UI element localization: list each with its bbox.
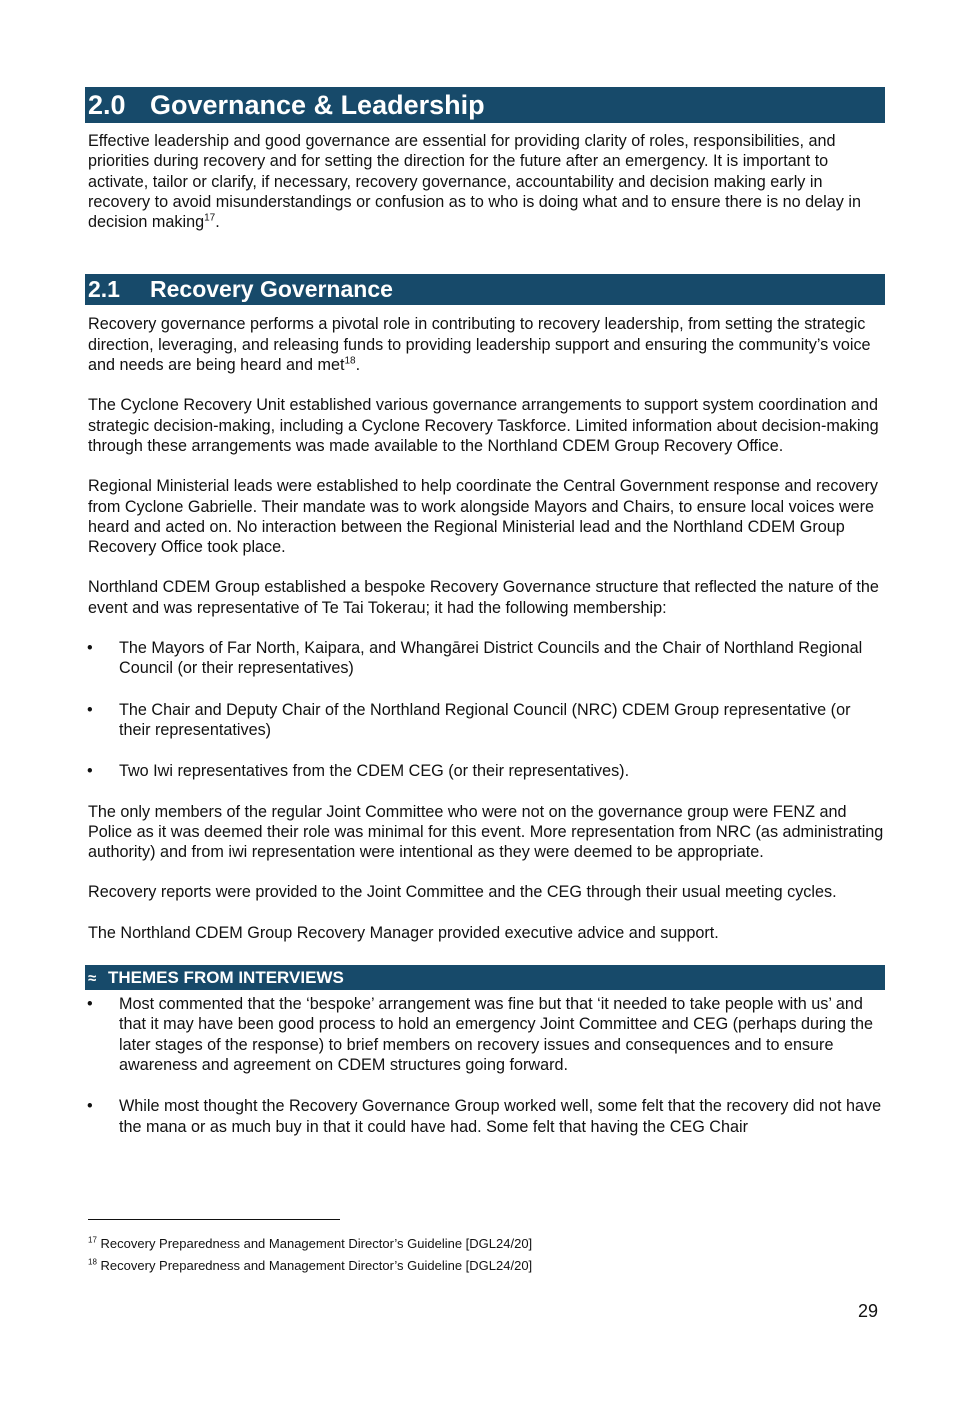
page-body [85, 87, 885, 1137]
paragraph-recovery-reports: Recovery reports were provided to the Joint Committee and the CEG through their usual meeting cycles. [88, 883, 837, 902]
page-number: 29 [858, 1301, 879, 1321]
paragraph-recovery-manager: The Northland CDEM Group Recovery Manager provided executive advice and support. [88, 923, 719, 942]
footnote-ref[interactable]: 18 [344, 355, 356, 367]
list-item: • The Mayors of Far North, Kaipara, and Whangārei District Councils and the Chair of Northland Regional Council (or their representatives) [87, 639, 863, 678]
footnote-ref[interactable]: 17 [204, 212, 216, 224]
paragraph-bespoke-structure: Northland CDEM Group established a bespoke Recovery Governance structure that reflected the nature of the event and was representative of Te Tai Tokerau; it had the following membership: [88, 578, 879, 617]
paragraph-intro: Effective leadership and good governance are essential for providing clarity of roles, responsibilities, and priorities during recovery and for setting the direction for the future after an emergency. It is important to activate, tailor or clarify, if necessary, recovery governance, accountability and decision making early in recovery to avoid misunderstandings or confusion as to who is doing what and to ensure there is no delay in decision making$^{17}$. [88, 132, 861, 232]
section-heading-2-1 [85, 274, 885, 305]
paragraph-ministerial-leads: Regional Ministerial leads were established to help coordinate the Central Government response and recovery from Cyclone Gabrielle. Their mandate was to work alongside Mayors and Chairs, to ensure local voices were heard and acted on. No interaction between the Regional Ministerial lead and the Northland CDEM Group Recovery Office took place. [88, 477, 879, 557]
paragraph-joint-committee: The only members of the regular Joint Committee who were not on the governance group were FENZ and Police as it was deemed their role was minimal for this event. More representation from NRC (as administrating authority) and from iwi representation were intentional as they were deemed to be appropriate. [88, 802, 884, 862]
membership-list [85, 638, 885, 781]
paragraph-cyclone-unit: The Cyclone Recovery Unit established various governance arrangements to support system coordination and strategic decision-making, including a Cyclone Recovery Taskforce. Limited information about decision-making through these arrangements was made available to the Northland CDEM Group Recovery Office. [88, 396, 879, 455]
section-number: 2.0 [88, 90, 126, 120]
section-title: Governance & Leadership [150, 90, 485, 120]
footnote-17: $^{17}$ Recovery Preparedness and Management Director’s Guideline [DGL24/20] [88, 1235, 533, 1251]
list-item: • The Chair and Deputy Chair of the Northland Regional Council (NRC) CDEM Group representative (or their representatives) [87, 700, 851, 739]
themes-list [85, 994, 885, 1137]
section-heading-2-0 [85, 87, 885, 123]
themes-heading [85, 965, 885, 990]
list-item: • While most thought the Recovery Governance Group worked well, some felt that the recovery did not have the mana or as much buy in that it could have had. Some felt that having the CEG Chair [87, 1097, 882, 1136]
themes-title: THEMES FROM INTERVIEWS [108, 968, 344, 988]
paragraph-governance-role: Recovery governance performs a pivotal role in contributing to recovery leadership, from setting the strategic direction, leveraging, and releasing funds to providing leadership support and ensuring the community’s voice and needs are being heard and met$^{18}$. [88, 315, 871, 375]
section-number: 2.1 [88, 276, 120, 303]
wave-icon: ≈ [88, 970, 97, 988]
list-item: • Most commented that the ‘bespoke’ arrangement was fine but that ‘it needed to take people with us’ and that it may have been good process to hold an emergency Joint Committee and CEG (perhaps during the later stages of the response) to brief members on recovery issues and consequences and to ensure awareness and agreement on CDEM structures going forward. [87, 995, 874, 1074]
footnote-divider [88, 1219, 340, 1220]
footnote-18: $^{18}$ Recovery Preparedness and Management Director’s Guideline [DGL24/20] [88, 1257, 533, 1273]
list-item: • Two Iwi representatives from the CDEM CEG (or their representatives). [87, 762, 630, 781]
section-title: Recovery Governance [150, 276, 393, 303]
